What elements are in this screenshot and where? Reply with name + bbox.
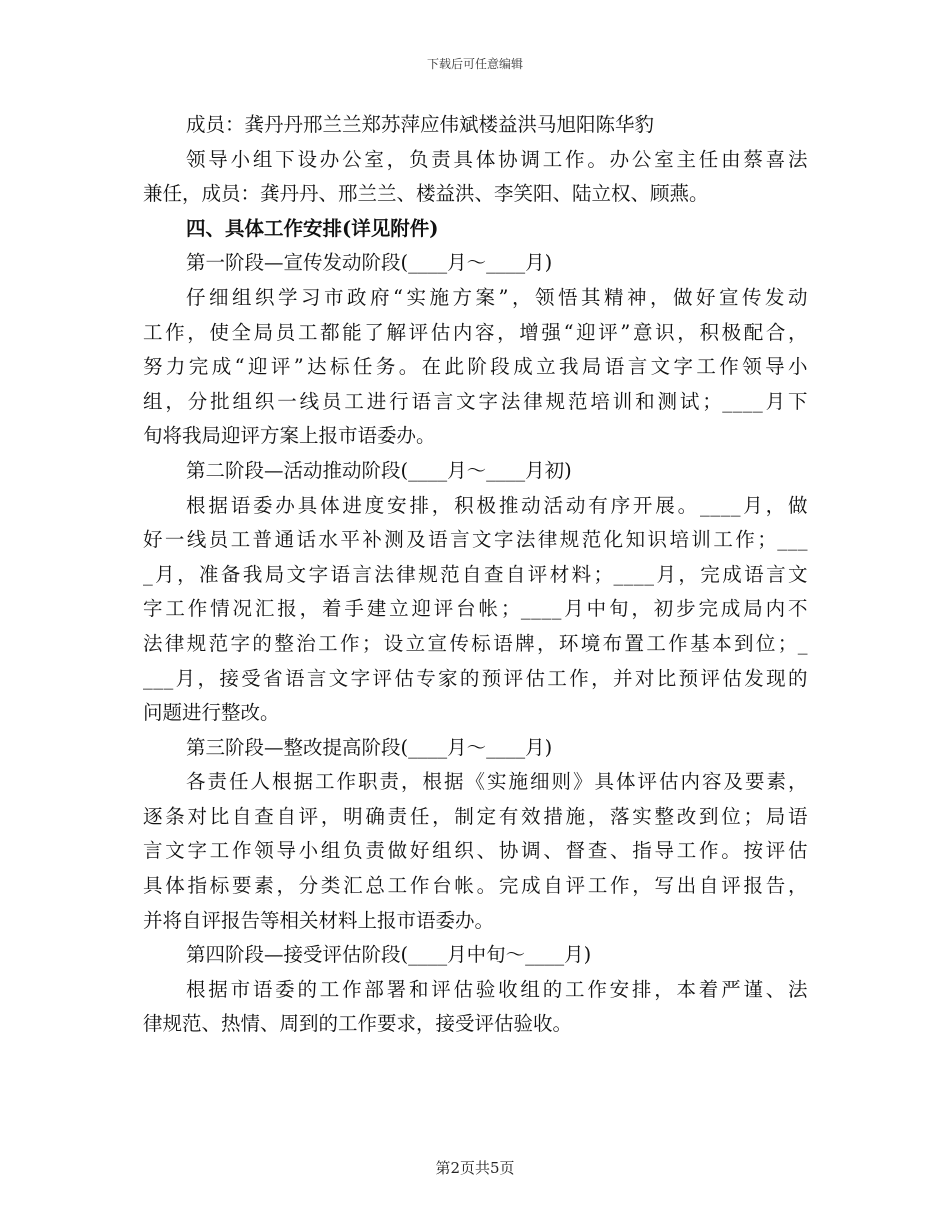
document-body (143, 108, 808, 1042)
paragraph-line: ___月，接受省语言文字评估专家的预评估工作，并对比预评估发现的 (143, 666, 808, 690)
paragraph-line: 兼任，成员：龚丹丹、邢兰兰、楼益洪、李笑阳、陆立权、顾燕。 (143, 182, 709, 206)
paragraph-line: 旬将我局迎评方案上报市语委办。 (143, 424, 436, 448)
paragraph-line: 字工作情况汇报，着手建立迎评台帐；____月中旬，初步完成局内不 (143, 597, 808, 621)
paragraph-line: 逐条对比自查自评，明确责任，制定有效措施，落实整改到位；局语 (143, 804, 808, 828)
paragraph-line: 成员：龚丹丹邢兰兰郑苏萍应伟斌楼益洪马旭阳陈华豹 (186, 113, 655, 136)
paragraph-line: 组，分批组织一线员工进行语言文字法律规范培训和测试；____月下 (143, 389, 808, 413)
paragraph-line: 律规范、热情、周到的工作要求，接受评估验收。 (143, 1012, 573, 1036)
paragraph-line: _月，准备我局文字语言法律规范自查自评材料；____月，完成语言文 (143, 562, 808, 586)
stage-heading: 第一阶段—宣传发动阶段(____月～____月) (186, 251, 553, 275)
paragraph-line: 仔细组织学习市政府“实施方案”，领悟其精神，做好宣传发动 (186, 285, 808, 309)
paragraph-line: 言文字工作领导小组负责做好组织、协调、督查、指导工作。按评估 (143, 839, 808, 863)
paragraph-line: 问题进行整改。 (143, 701, 280, 725)
paragraph-line: 并将自评报告等相关材料上报市语委办。 (143, 908, 495, 932)
page-footer: 第2页共5页 (435, 1159, 515, 1177)
paragraph-line: 法律规范字的整治工作；设立宣传标语牌，环境布置工作基本到位；_ (143, 631, 808, 655)
stage-heading: 第三阶段—整改提高阶段(____月～____月) (186, 735, 553, 759)
paragraph-line: 具体指标要素，分类汇总工作台帐。完成自评工作，写出自评报告， (143, 874, 808, 898)
paragraph-line: 领导小组下设办公室，负责具体协调工作。办公室主任由蔡喜法 (186, 147, 808, 171)
paragraph-line: 各责任人根据工作职责，根据《实施细则》具体评估内容及要素， (186, 770, 808, 794)
stage-heading: 第二阶段—活动推动阶段(____月～____月初) (186, 458, 572, 482)
paragraph-line: 好一线员工普通话水平补测及语言文字法律规范化知识培训工作；___ (143, 528, 808, 552)
page-header: 下载后可任意编辑 (426, 57, 523, 71)
section-heading: 四、具体工作安排(详见附件) (186, 216, 439, 240)
paragraph-line: 努力完成“迎评”达标任务。在此阶段成立我局语言文字工作领导小 (143, 355, 808, 379)
paragraph-line: 工作，使全局员工都能了解评估内容，增强“迎评”意识，积极配合， (143, 320, 808, 344)
paragraph-line: 根据语委办具体进度安排，积极推动活动有序开展。____月，做 (186, 493, 808, 517)
paragraph-line: 根据市语委的工作部署和评估验收组的工作安排，本着严谨、法 (186, 977, 808, 1001)
stage-heading: 第四阶段—接受评估阶段(____月中旬～____月) (186, 943, 592, 967)
